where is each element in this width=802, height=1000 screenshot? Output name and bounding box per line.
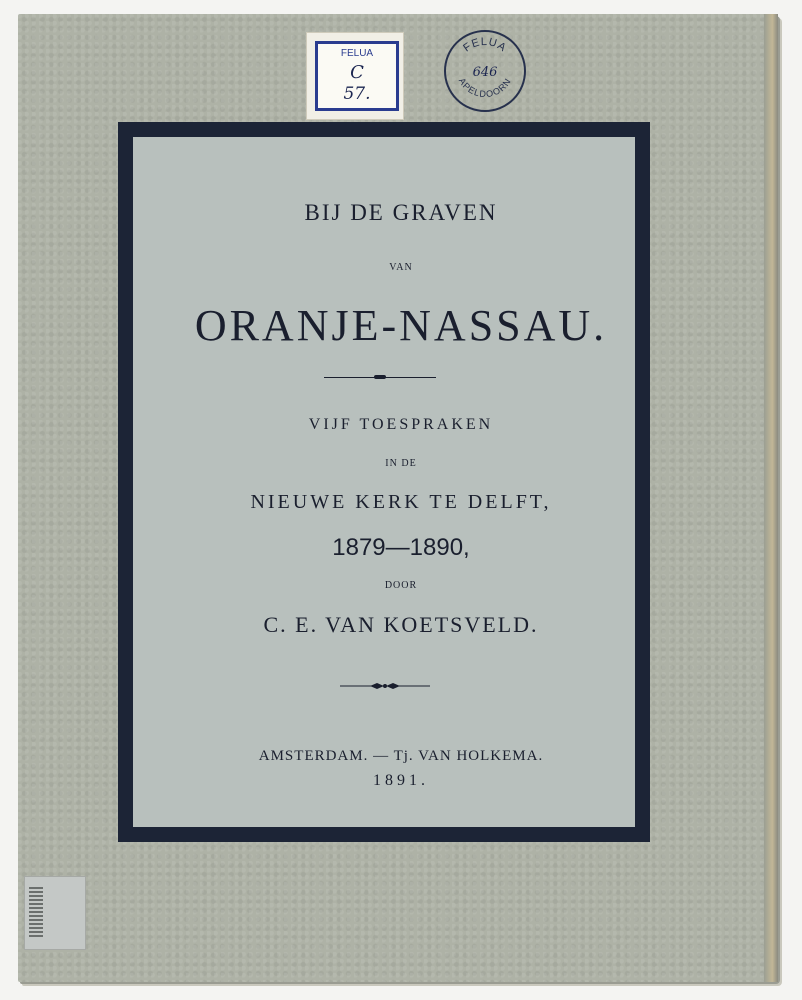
library-label xyxy=(306,32,404,120)
barcode-icon xyxy=(29,887,43,939)
title-frame xyxy=(118,122,650,842)
publisher-imprint: AMSTERDAM. — Tj. VAN HOLKEMA. xyxy=(258,748,544,764)
barcode-label xyxy=(24,876,86,950)
shelf-letter: C xyxy=(350,62,364,83)
library-label-title: FELUA xyxy=(340,48,374,59)
title-line-2: VAN xyxy=(389,262,413,273)
date-range: 1879—1890, xyxy=(332,534,470,561)
by-line: DOOR xyxy=(384,580,418,591)
stamp-number: 646 xyxy=(472,65,498,80)
library-stamp xyxy=(444,30,526,112)
divider-knob xyxy=(374,375,386,379)
stamp-place: APELDOORN xyxy=(456,76,514,100)
publication-year: 1891. xyxy=(373,772,429,789)
subtitle-line-2: IN DE xyxy=(385,458,417,469)
main-title: ORANJE-NASSAU. xyxy=(194,301,608,350)
stamp-graphic xyxy=(446,32,524,110)
author-name: C. E. VAN KOETSVELD. xyxy=(263,612,539,637)
subtitle-line-3: NIEUWE KERK TE DELFT, xyxy=(250,491,552,513)
library-label-frame xyxy=(315,41,399,111)
subtitle-line-1: VIJF TOESPRAKEN xyxy=(308,416,494,433)
ornament-divider xyxy=(340,678,430,694)
divider-rule xyxy=(324,377,436,378)
stamp-name: FELUA xyxy=(461,35,509,55)
title-line-1: BIJ DE GRAVEN xyxy=(304,200,498,225)
svg-text:FELUA xyxy=(461,36,508,55)
shelf-number: 57. xyxy=(343,84,371,104)
